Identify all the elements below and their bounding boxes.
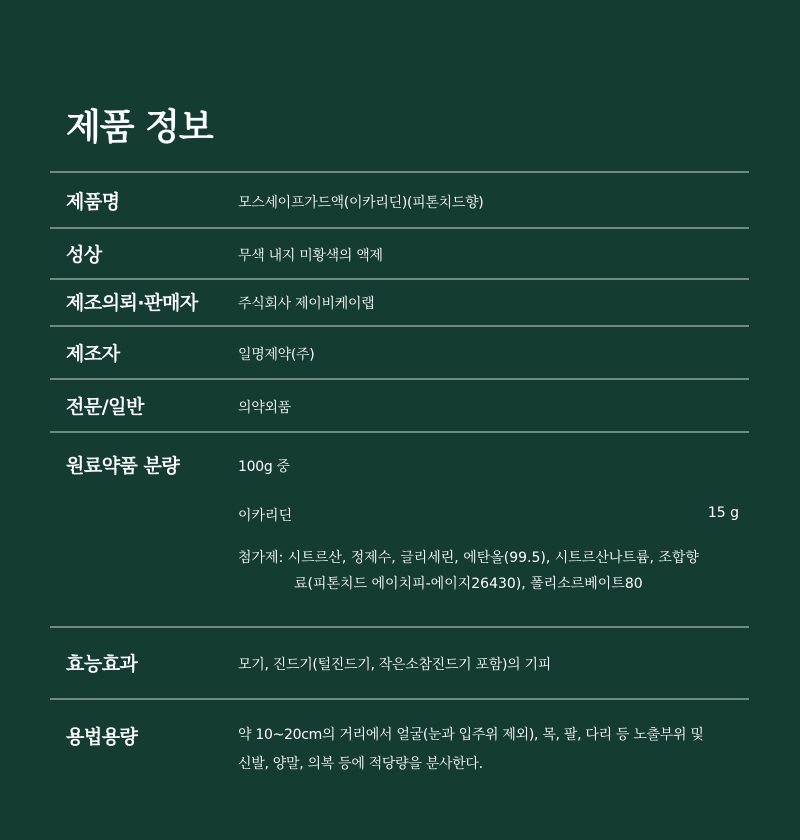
page-title: 제품 정보 bbox=[66, 107, 213, 148]
row-value: 의약외품 bbox=[238, 400, 291, 416]
active-ingredient-amount: 15 g bbox=[707, 505, 739, 521]
dosage-text bbox=[238, 721, 748, 779]
product-info-table bbox=[50, 171, 749, 798]
row-category bbox=[50, 378, 749, 431]
row-label: 제품명 bbox=[66, 191, 120, 213]
row-manufacturer-seller bbox=[50, 278, 749, 325]
ingredients-basis: 100g 중 bbox=[238, 459, 290, 475]
dosage-line-2: 신발, 양말, 의복 등에 적당량을 분사한다. bbox=[238, 756, 483, 772]
additives-text bbox=[238, 545, 748, 597]
row-label: 용법용량 bbox=[66, 726, 138, 748]
row-value: 모스세이프가드액(이카리딘)(피톤치드향) bbox=[238, 195, 484, 211]
additives-line-2: 료(피톤치드 에이치피-에이지26430), 폴리소르베이트80 bbox=[294, 576, 643, 592]
row-value: 일명제약(주) bbox=[238, 347, 315, 363]
row-label: 성상 bbox=[66, 244, 102, 266]
active-ingredient-name: 이카리딘 bbox=[238, 508, 293, 524]
row-label: 제조자 bbox=[66, 343, 120, 365]
row-dosage bbox=[50, 698, 749, 798]
row-product-name bbox=[50, 171, 749, 227]
row-label: 원료약품 분량 bbox=[66, 455, 180, 477]
row-label: 전문/일반 bbox=[66, 396, 144, 418]
row-value: 모기, 진드기(털진드기, 작은소참진드기 포함)의 기피 bbox=[238, 657, 551, 673]
row-value: 주식회사 제이비케이랩 bbox=[238, 296, 375, 312]
row-appearance bbox=[50, 227, 749, 278]
row-label: 효능효과 bbox=[66, 653, 138, 675]
dosage-line-1: 약 10~20cm의 거리에서 얼굴(눈과 입주위 제외), 목, 팔, 다리 등 노출부위 및 bbox=[238, 727, 704, 743]
row-manufacturer bbox=[50, 325, 749, 378]
additives-line-1: 첨가제: 시트르산, 정제수, 글리세린, 에탄올(99.5), 시트르산나트륨, 조합향 bbox=[238, 550, 699, 566]
row-label: 제조의뢰·판매자 bbox=[66, 292, 198, 314]
row-efficacy bbox=[50, 626, 749, 698]
row-value: 무색 내지 미황색의 액제 bbox=[238, 248, 383, 264]
row-ingredients bbox=[50, 431, 749, 626]
